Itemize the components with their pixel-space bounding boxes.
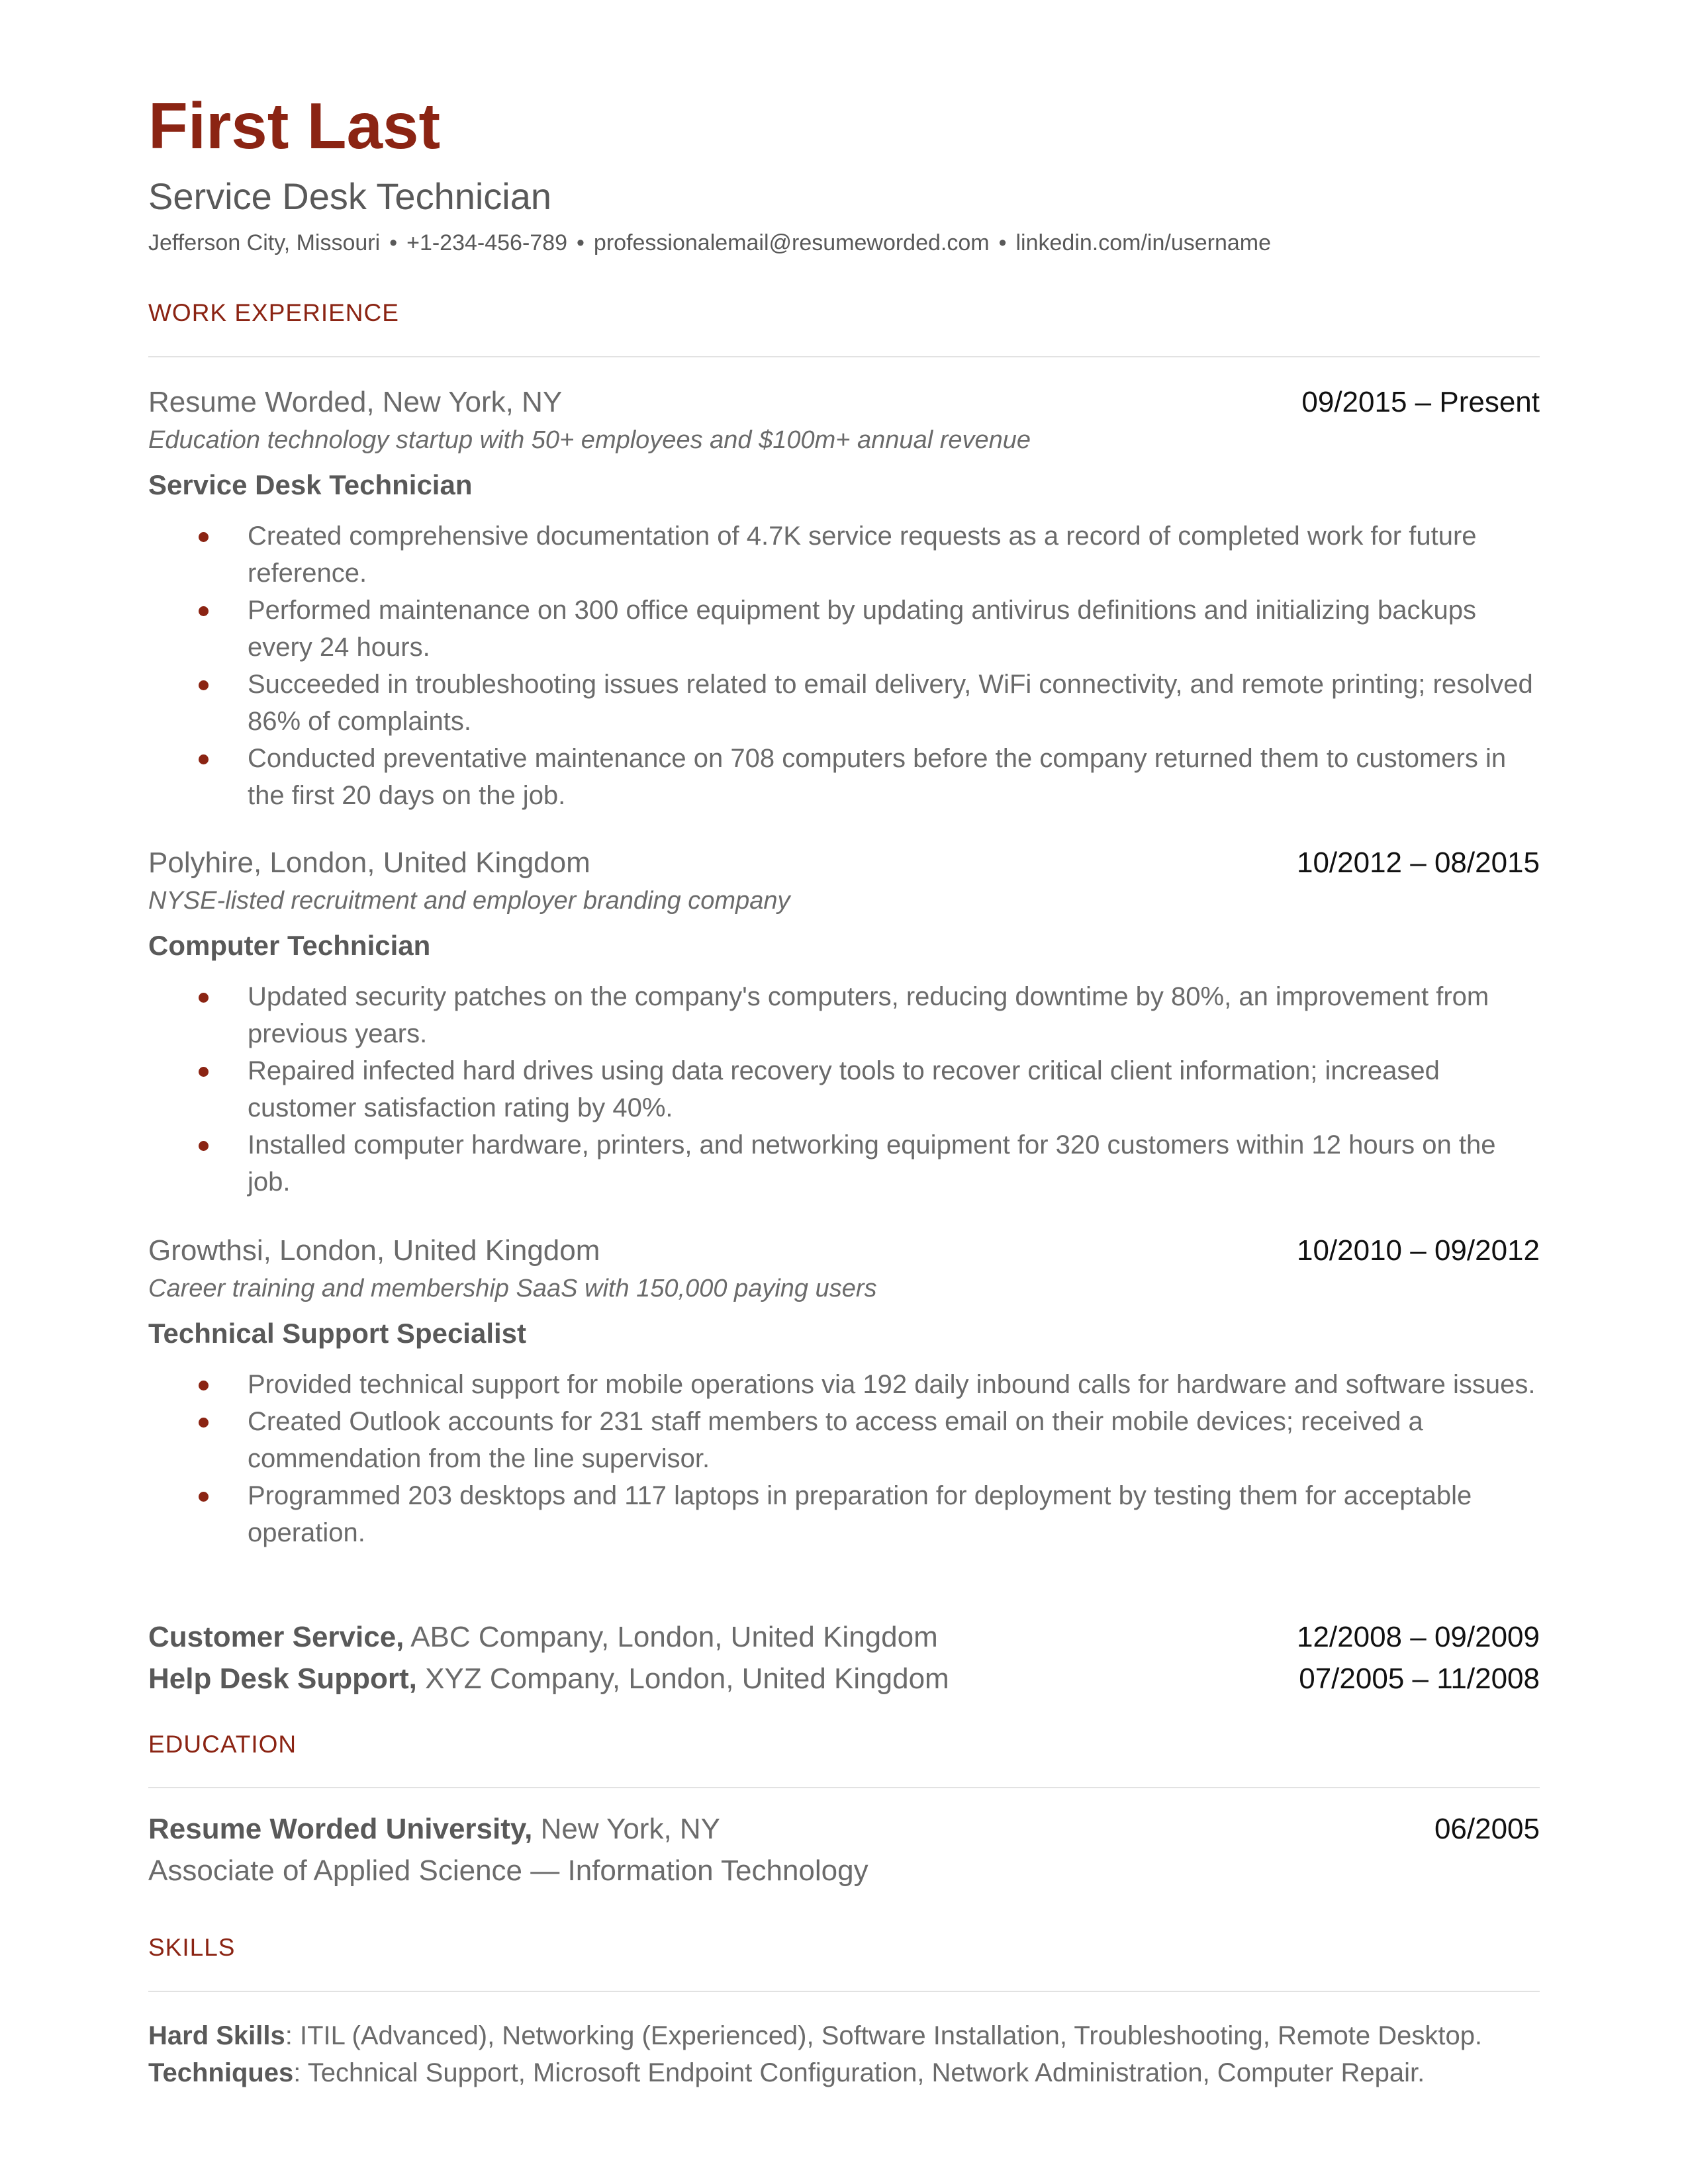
education-degree: Associate of Applied Science — Information Technology [148,1854,868,1887]
bullet-item [148,518,1540,592]
contact-linkedin[interactable]: linkedin.com/in/username [1015,230,1272,255]
bullet-item [148,1052,1540,1126]
contact-line [148,228,1271,257]
section-heading-work: WORK EXPERIENCE [148,299,399,326]
bullet-dot-icon [199,754,209,764]
job-dates: 10/2010 – 09/2012 [1296,1234,1540,1267]
skill-line [148,2054,1425,2091]
job-entry [148,844,1540,1201]
bullet-item [148,1366,1540,1403]
candidate-title: Service Desk Technician [148,175,552,217]
bullet-item [148,740,1540,814]
contact-separator: • [577,230,585,255]
education-location: New York, NY [540,1813,721,1845]
contact-email[interactable]: professionalemail@resumeworded.com [593,230,990,255]
job-entry [148,1232,1540,1551]
other-role-row [148,1659,1540,1699]
skill-label: Techniques [148,2058,294,2087]
contact-separator: • [389,230,398,255]
skill-label: Hard Skills [148,2021,285,2050]
bullet-dot-icon [199,606,209,616]
company-description: Education technology startup with 50+ employees and $100m+ annual revenue [148,426,1031,454]
other-role-company: XYZ Company, London, United Kingdom [425,1662,949,1695]
contact-separator: • [998,230,1007,255]
bullet-dot-icon [199,1492,209,1502]
section-divider [148,356,1540,357]
bullet-text: Created comprehensive documentation of 4.7K service requests as a record of completed work for future reference. [248,522,1477,588]
other-role-dates: 12/2008 – 09/2009 [1296,1621,1540,1653]
section-heading-skills: SKILLS [148,1934,236,1961]
other-role-title: Help Desk Support, [148,1662,417,1695]
job-header [148,384,1540,421]
other-role-title: Customer Service, [148,1621,404,1653]
job-dates: 09/2015 – Present [1301,386,1540,418]
bullet-text: Performed maintenance on 300 office equipment by updating antivirus definitions and initializing backups every 24 hours. [248,596,1476,662]
contact-phone: +1-234-456-789 [406,230,568,255]
education-row [148,1809,1540,1849]
job-bullets [148,1366,1540,1551]
job-title: Service Desk Technician [148,469,473,500]
bullet-dot-icon [199,680,209,690]
company-description: Career training and membership SaaS with 150,000 paying users [148,1275,877,1302]
job-header [148,844,1540,882]
skill-line [148,2017,1482,2054]
bullet-item [148,1126,1540,1201]
job-bullets [148,978,1540,1201]
other-role-dates: 07/2005 – 11/2008 [1299,1662,1540,1695]
bullet-dot-icon [199,1141,209,1151]
bullet-item [148,592,1540,666]
bullet-item [148,1403,1540,1477]
job-company: Growthsi, London, United Kingdom [148,1234,600,1267]
bullet-text: Repaired infected hard drives using data recovery tools to recover critical client information; increased customer satisfaction rating by 40%. [248,1056,1440,1122]
job-bullets [148,518,1540,814]
bullet-item [148,666,1540,740]
job-header [148,1232,1540,1269]
bullet-text: Created Outlook accounts for 231 staff members to access email on their mobile devices; received a commendation from the line supervisor. [248,1407,1423,1473]
bullet-text: Updated security patches on the company's computers, reducing downtime by 80%, an improvement from previous years. [248,982,1489,1048]
education-school: Resume Worded University, [148,1813,533,1845]
section-heading-education: EDUCATION [148,1731,297,1758]
other-role-company: ABC Company, London, United Kingdom [410,1621,938,1653]
contact-location: Jefferson City, Missouri [148,230,381,255]
skill-value: : Technical Support, Microsoft Endpoint Configuration, Network Administration, Computer Repair. [293,2058,1425,2087]
other-role-row [148,1617,1540,1657]
bullet-text: Provided technical support for mobile operations via 192 daily inbound calls for hardware and software issues. [248,1370,1536,1399]
bullet-text: Installed computer hardware, printers, and networking equipment for 320 customers within 12 hours on the job. [248,1130,1496,1197]
bullet-dot-icon [199,1067,209,1077]
education-school-line [148,1809,720,1849]
job-company: Polyhire, London, United Kingdom [148,846,590,879]
job-company: Resume Worded, New York, NY [148,386,563,418]
bullet-dot-icon [199,993,209,1003]
skill-value: : ITIL (Advanced), Networking (Experienced), Software Installation, Troubleshooting, Remote Desktop. [285,2021,1483,2050]
job-entry [148,384,1540,814]
other-role [148,1617,938,1657]
bullet-text: Programmed 203 desktops and 117 laptops in preparation for deployment by testing them for acceptable operation. [248,1481,1472,1547]
bullet-dot-icon [199,1381,209,1390]
bullet-dot-icon [199,532,209,542]
bullet-item [148,978,1540,1052]
job-title: Technical Support Specialist [148,1318,527,1349]
other-role [148,1659,949,1699]
resume-page [148,0,1540,2184]
job-dates: 10/2012 – 08/2015 [1296,846,1540,879]
bullet-text: Conducted preventative maintenance on 708 computers before the company returned them to customers in the first 20 days on the job. [248,744,1507,810]
bullet-text: Succeeded in troubleshooting issues related to email delivery, WiFi connectivity, and remote printing; resolved 86% of complaints. [248,670,1533,736]
bullet-item [148,1477,1540,1551]
job-title: Computer Technician [148,930,431,961]
company-description: NYSE-listed recruitment and employer branding company [148,887,790,915]
section-divider [148,1787,1540,1788]
section-divider [148,1991,1540,1992]
bullet-dot-icon [199,1418,209,1428]
candidate-name: First Last [148,89,441,162]
education-date: 06/2005 [1434,1813,1540,1845]
